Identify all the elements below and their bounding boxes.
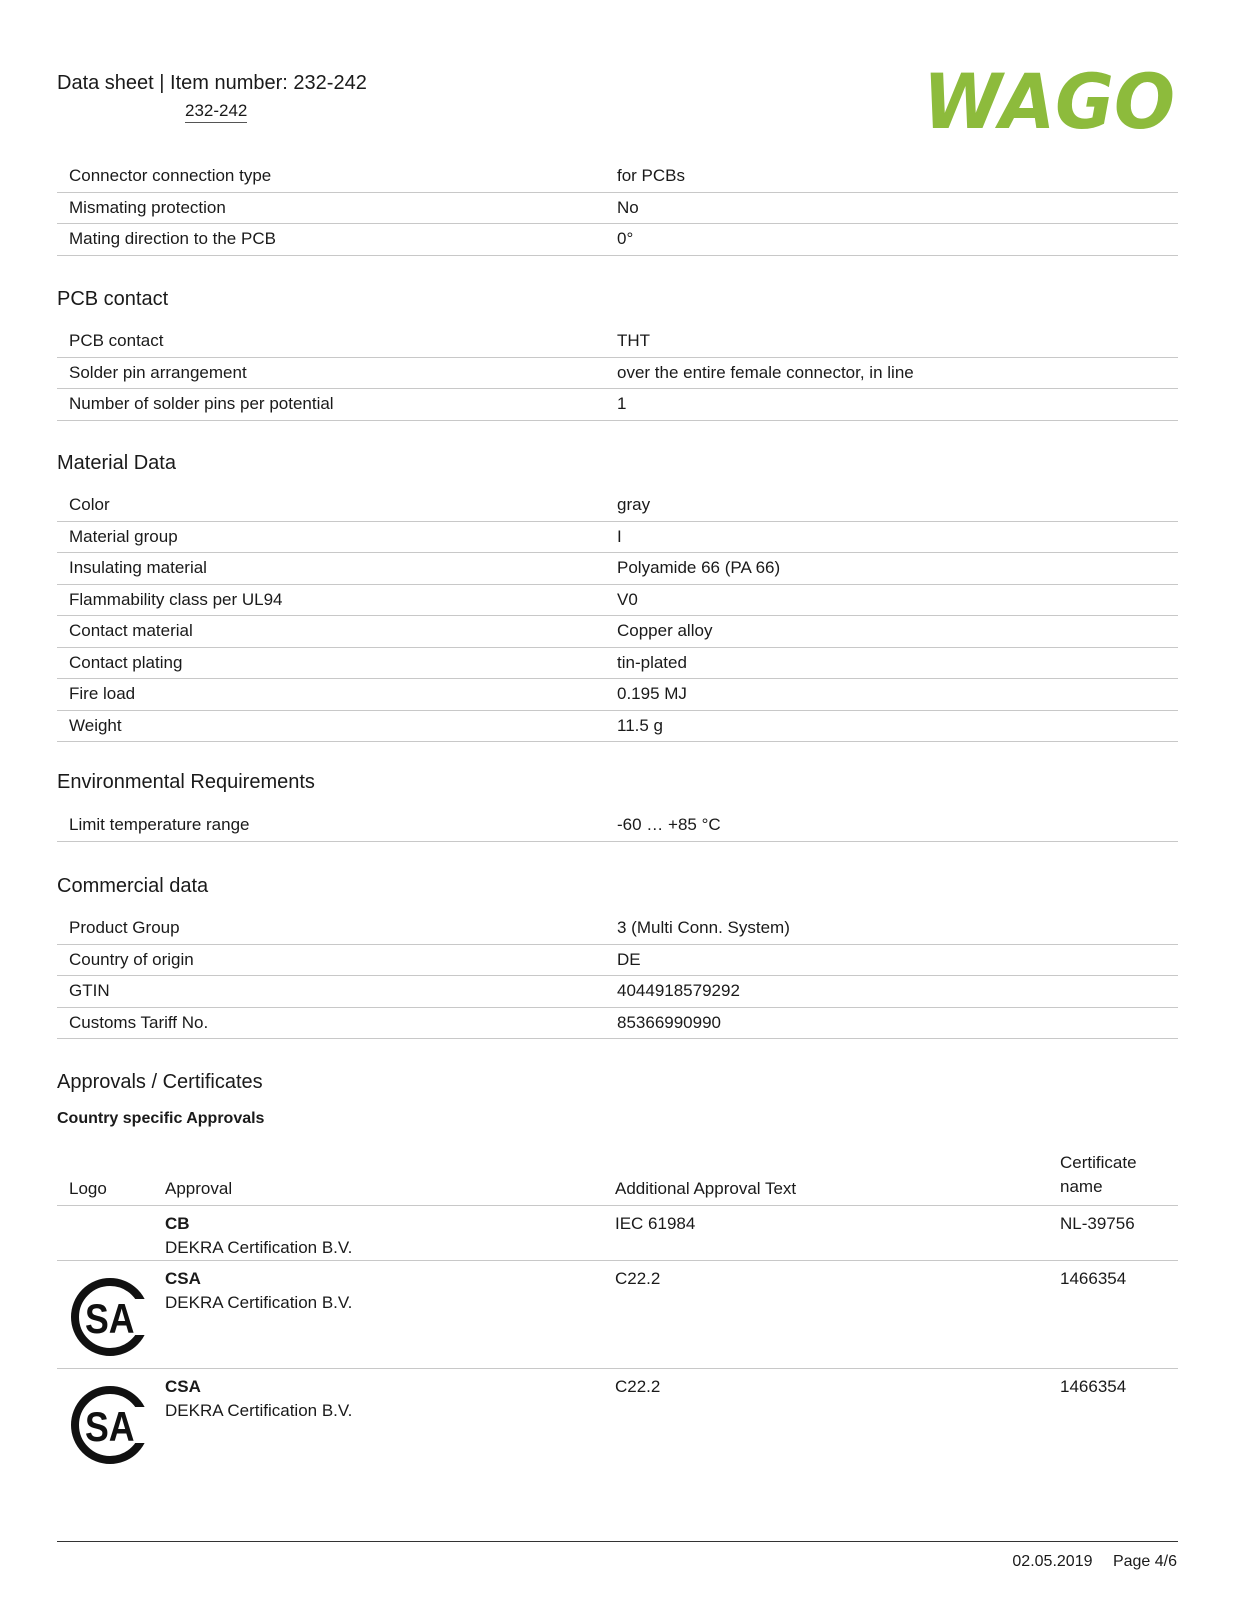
column-header-certificate-line1: Certificate: [1060, 1153, 1137, 1172]
row-value: -60 … +85 °C: [617, 815, 721, 835]
approval-name: CSA: [165, 1269, 201, 1288]
row-value: No: [617, 197, 639, 217]
row-label: Solder pin arrangement: [69, 362, 247, 382]
approval-certificate-name: NL-39756: [1060, 1214, 1135, 1233]
row-value: 0.195 MJ: [617, 684, 687, 704]
table-row: [57, 585, 1178, 617]
row-label: Contact material: [69, 621, 193, 641]
row-label: Number of solder pins per potential: [69, 394, 334, 414]
row-value: 3 (Multi Conn. System): [617, 918, 790, 938]
row-label: Limit temperature range: [69, 815, 250, 835]
approval-logo-cell: [57, 1267, 165, 1368]
row-value: V0: [617, 589, 638, 609]
approval-name: CB: [165, 1214, 190, 1233]
section-heading-approvals: Approvals / Certificates: [57, 1071, 263, 1093]
table-row: [57, 616, 1178, 648]
row-label: Mating direction to the PCB: [69, 229, 276, 249]
approval-row: [57, 1261, 1178, 1369]
row-label: Mismating protection: [69, 197, 226, 217]
table-row: [57, 810, 1178, 842]
row-value: Copper alloy: [617, 621, 713, 641]
row-label: Connector connection type: [69, 166, 272, 186]
material-data-table: [57, 490, 1178, 742]
column-header-approval: Approval: [165, 1179, 233, 1198]
section-heading-pcb-contact: PCB contact: [57, 288, 169, 310]
table-row: [57, 711, 1178, 743]
row-value: Polyamide 66 (PA 66): [617, 558, 781, 578]
approval-certificate-name: 1466354: [1060, 1377, 1127, 1396]
approval-additional-text: C22.2: [615, 1377, 661, 1396]
approval-body: DEKRA Certification B.V.: [165, 1238, 353, 1257]
subheading-country-approvals: Country specific Approvals: [57, 1110, 265, 1127]
row-value: tin-plated: [617, 652, 687, 672]
section-heading-environmental: Environmental Requirements: [57, 771, 315, 793]
column-header-additional-text: Additional Approval Text: [615, 1179, 797, 1198]
approval-name: CSA: [165, 1377, 201, 1396]
row-label: GTIN: [69, 981, 110, 1001]
approval-certificate-name: 1466354: [1060, 1269, 1127, 1288]
row-label: Customs Tariff No.: [69, 1012, 209, 1032]
svg-text:SA: SA: [85, 1296, 135, 1343]
item-number-link[interactable]: 232-242: [185, 101, 247, 123]
table-row: [57, 326, 1178, 358]
approval-body: DEKRA Certification B.V.: [165, 1293, 353, 1312]
table-row: [57, 389, 1178, 421]
footer-page-number: Page 4/6: [1112, 1553, 1177, 1570]
row-value: 4044918579292: [617, 981, 740, 1001]
row-value: DE: [617, 949, 641, 969]
page-footer: [996, 1553, 1177, 1571]
table-row: [57, 358, 1178, 390]
approval-row: [57, 1369, 1178, 1477]
approvals-table-header: [57, 1153, 1178, 1206]
row-value: over the entire female connector, in line: [617, 362, 914, 382]
environmental-table: [57, 810, 1178, 842]
approval-cell: [165, 1267, 615, 1368]
table-row: [57, 193, 1178, 225]
approval-logo-cell: [57, 1212, 165, 1260]
footer-date: 02.05.2019: [1012, 1553, 1093, 1570]
approval-additional-text: IEC 61984: [615, 1214, 696, 1233]
connection-table: [57, 161, 1178, 256]
section-heading-commercial: Commercial data: [57, 875, 209, 897]
table-row: [57, 945, 1178, 977]
wago-logo-text: WAGO: [923, 58, 1175, 142]
table-row: [57, 648, 1178, 680]
pcb-contact-table: [57, 326, 1178, 421]
column-header-logo: Logo: [69, 1179, 107, 1198]
approval-cell: [165, 1375, 615, 1477]
svg-text:SA: SA: [85, 1404, 135, 1451]
row-value: 1: [617, 394, 627, 414]
csa-logo-icon: [69, 1273, 151, 1361]
row-value: gray: [617, 495, 651, 515]
row-value: 0°: [617, 229, 634, 249]
column-header-certificate-line2: name: [1060, 1177, 1103, 1196]
approval-additional-text: C22.2: [615, 1269, 661, 1288]
row-value: for PCBs: [617, 166, 686, 186]
row-label: Material group: [69, 526, 178, 546]
row-label: Color: [69, 495, 110, 515]
page-title: Data sheet | Item number: 232-242: [57, 72, 367, 94]
row-label: Weight: [69, 715, 122, 735]
table-row: [57, 553, 1178, 585]
approval-cell: [165, 1212, 615, 1260]
column-header-certificate-name: [1060, 1151, 1178, 1199]
table-row: [57, 224, 1178, 256]
table-row: [57, 976, 1178, 1008]
row-value: THT: [617, 331, 651, 351]
table-row: [57, 679, 1178, 711]
approval-body: DEKRA Certification B.V.: [165, 1401, 353, 1420]
row-label: Product Group: [69, 918, 180, 938]
approvals-table: [57, 1153, 1178, 1477]
row-label: Fire load: [69, 684, 136, 704]
row-value: 11.5 g: [617, 715, 664, 735]
row-value: 85366990990: [617, 1012, 722, 1032]
table-row: [57, 522, 1178, 554]
table-row: [57, 1008, 1178, 1040]
row-label: PCB contact: [69, 331, 164, 351]
wago-logo: [923, 58, 1177, 142]
section-heading-material-data: Material Data: [57, 452, 176, 474]
row-label: Contact plating: [69, 652, 183, 672]
row-label: Flammability class per UL94: [69, 589, 283, 609]
table-row: [57, 161, 1178, 193]
csa-logo-icon: [69, 1381, 151, 1469]
commercial-table: [57, 913, 1178, 1039]
approval-row: [57, 1206, 1178, 1261]
table-row: [57, 913, 1178, 945]
row-label: Country of origin: [69, 949, 194, 969]
row-label: Insulating material: [69, 558, 207, 578]
approval-logo-cell: [57, 1375, 165, 1477]
footer-divider: [57, 1541, 1178, 1542]
table-row: [57, 490, 1178, 522]
row-value: I: [617, 526, 622, 546]
